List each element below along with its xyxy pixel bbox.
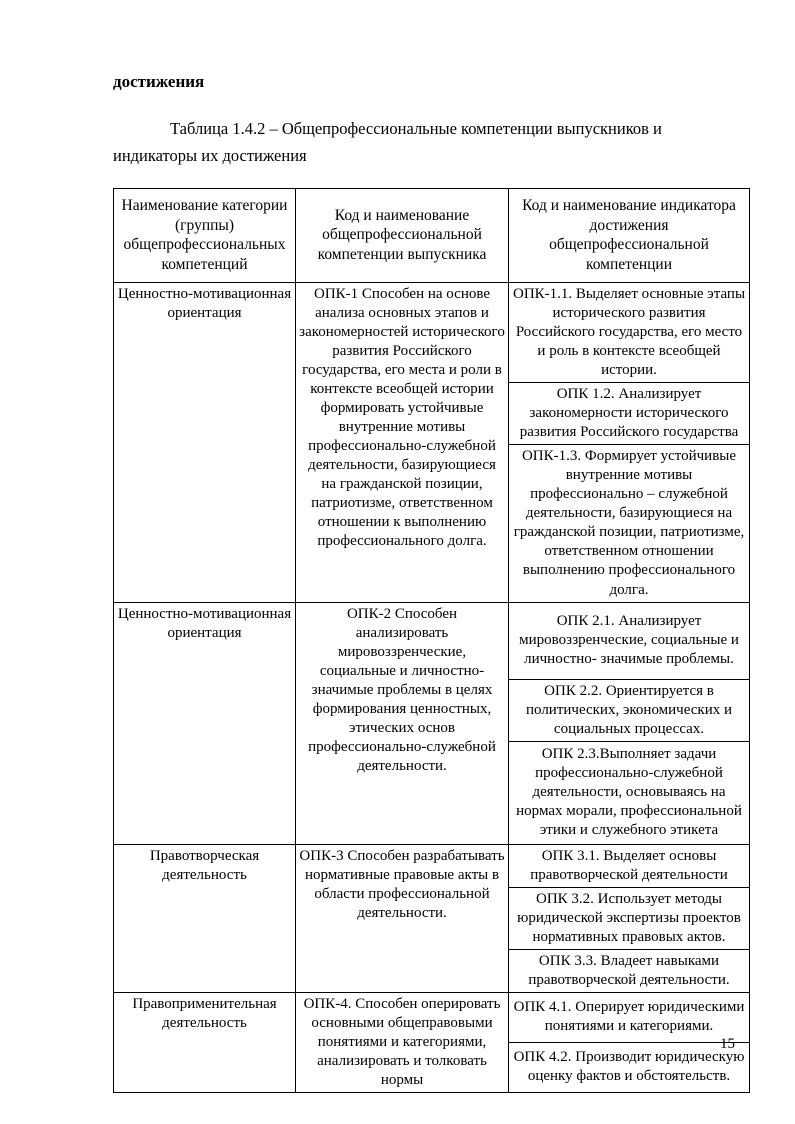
competence-cell: ОПК-1 Способен на основе анализа основных этапов и закономерностей исторического развития Российского государства, его места и роли в контексте всеобщей истории формировать устойчивые внутренние мотивы профессионально-служебной деятельности, базирующиеся на гражданской позиции, патриотизме, ответственном отношении к выполнению профессионального долга. bbox=[296, 282, 509, 602]
competence-cell: ОПК-2 Способен анализировать мировоззренческие, социальные и личностно-значимые проблемы в целях формирования ценностных, этических основ профессионально-служебной деятельности. bbox=[296, 602, 509, 844]
indicator-cell: ОПК 4.2. Производит юридическую оценку фактов и обстоятельств. bbox=[509, 1042, 750, 1093]
category-cell: Ценностно-мотивационная ориентация bbox=[114, 602, 296, 844]
table-caption: Таблица 1.4.2 – Общепрофессиональные компетенции выпускников и индикаторы их достижения bbox=[113, 119, 662, 166]
indicator-cell: ОПК 4.1. Оперирует юридическими понятиями и категориями. bbox=[509, 993, 750, 1043]
indicator-cell: ОПК 3.1. Выделяет основы правотворческой деятельности bbox=[509, 844, 750, 887]
indicator-cell: ОПК 3.2. Использует методы юридической экспертизы проектов нормативных правовых актов. bbox=[509, 887, 750, 949]
indicator-cell: ОПК-1.3. Формирует устойчивые внутренние мотивы профессионально – служебной деятельности, базирующиеся на гражданской позиции, патриотизме, ответственном отношении выполнению профессионального долга. bbox=[509, 445, 750, 602]
table-row bbox=[114, 282, 750, 382]
indicator-cell: ОПК 3.3. Владеет навыками правотворческой деятельности. bbox=[509, 949, 750, 992]
competence-cell: ОПК-4. Способен оперировать основными общеправовыми понятиями и категориями, анализировать и толковать нормы bbox=[296, 993, 509, 1093]
page-content bbox=[113, 72, 749, 1093]
indicator-cell: ОПК 1.2. Анализирует закономерности исторического развития Российского государства bbox=[509, 383, 750, 445]
header-category: Наименование категории (группы) общепрофессиональных компетенций bbox=[114, 188, 296, 282]
header-competence: Код и наименование общепрофессиональной компетенции выпускника bbox=[296, 188, 509, 282]
category-cell: Правотворческая деятельность bbox=[114, 844, 296, 992]
category-cell: Правоприменительная деятельность bbox=[114, 993, 296, 1093]
indicator-cell: ОПК-1.1. Выделяет основные этапы исторического развития Российского государства, его место и роль в контексте всеобщей истории. bbox=[509, 282, 750, 382]
category-cell: Ценностно-мотивационная ориентация bbox=[114, 282, 296, 602]
table-row bbox=[114, 602, 750, 679]
indicator-cell: ОПК 2.2. Ориентируется в политических, экономических и социальных процессах. bbox=[509, 679, 750, 741]
competence-cell: ОПК-3 Способен разрабатывать нормативные правовые акты в области профессиональной деятельности. bbox=[296, 844, 509, 992]
indicator-cell: ОПК 2.1. Анализирует мировоззренческие, социальные и личностно- значимые проблемы. bbox=[509, 602, 750, 679]
indicator-cell: ОПК 2.3.Выполняет задачи профессионально-служебной деятельности, основываясь на нормах морали, профессиональной этики и служебного этикета bbox=[509, 741, 750, 844]
page-number: 15 bbox=[720, 1036, 735, 1052]
competency-table bbox=[113, 188, 750, 1093]
page-heading: достижения bbox=[113, 72, 205, 91]
table-header bbox=[114, 188, 750, 282]
table-row bbox=[114, 844, 750, 887]
table-row bbox=[114, 993, 750, 1043]
header-row bbox=[114, 188, 750, 282]
header-indicator: Код и наименование индикатора достижения общепрофессиональной компетенции bbox=[509, 188, 750, 282]
